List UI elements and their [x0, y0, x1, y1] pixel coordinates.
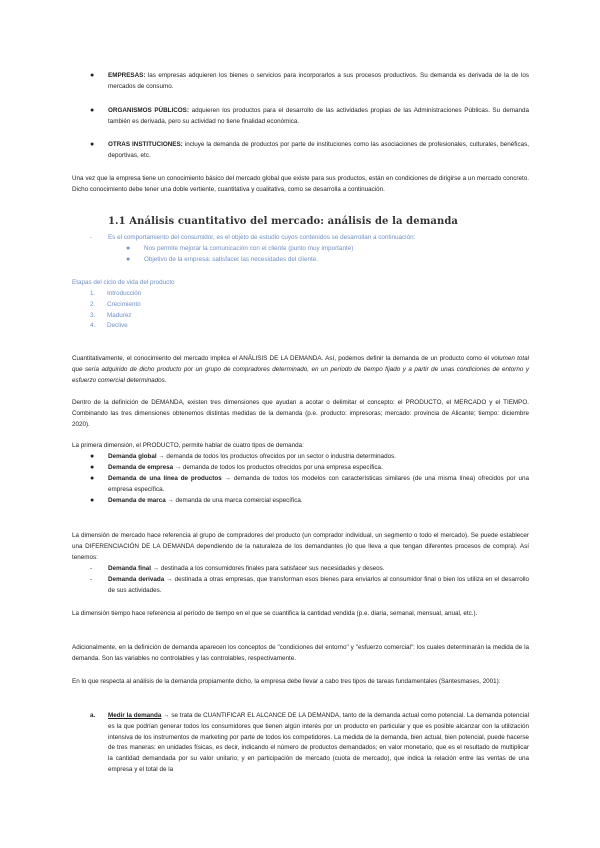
list-item: 1. Introducción — [90, 290, 142, 297]
lifecycle-title: Etapas del ciclo de vida del producto — [72, 279, 175, 286]
section-heading: 1.1 Análisis cuantitativo del mercado: análisis de la demanda — [108, 216, 459, 227]
paragraph-tiempo: La dimensión tiempo hace referencia al período de tiempo en el que se cuantifica la cantidad vendida (p.e. diaria, semanal, mensual, anual, etc.). — [72, 610, 478, 617]
task-medir-demanda: Medir la demanda → se trata de CUANTIFICAR EL ALCANCE DE LA DEMANDA, tanto de la demanda actual como potencial. La demanda potencial es la que podrían generar todos los consumidores que tienen algún interés por un producto en particular y que es posible alcanzar con la utilización intensiva de los instrumentos de marketing por parte de todos los competidores. La medida de la demanda, bien actual, bien potencial, puede hacerse de tres maneras: en unidades físicas, es decir, indicando el número de productos demandados; en valor monetario, que es el resultado de multiplicar la cantidad demandada por su valor unitario; y en participación de mercado (cuota de mercado), que indica la relación entre las ventas de una empresa y el total de la — [108, 712, 529, 773]
paragraph-producto: La primera dimensión, el PRODUCTO, permite hablar de cuatro tipos de demanda: — [72, 442, 304, 449]
bullet-dot: ● — [90, 72, 95, 79]
list-item: 3. Madurez — [90, 311, 132, 319]
note-sub-2: Objetivo de la empresa: satisfacer las necesidades del cliente. — [144, 256, 318, 263]
bullet-dot: ● — [90, 475, 95, 482]
bullet-empresas: EMPRESAS: las empresas adquieren los bienes o servicios para incorporarlos a sus procesos productivos. Su demanda es derivada de la de los mercados de consumo. — [108, 72, 529, 90]
paragraph-tareas: En lo que respecta al análisis de la demanda propiamente dicho, la empresa debe llevar a cabo tres tipos de tareas fundamentales (Santesmases, 2001): — [72, 678, 501, 685]
paragraph-dimensiones: Dentro de la definición de DEMANDA, existen tres dimensiones que ayudan a acotar o delimitar el concepto: el PRODUCTO, el MERCADO y el TIEMPO. Combinando las tres dimensiones obtenemos distintas medidas de la demanda (p.e. producto: impresoras; mercado: provincia de Alicante; tiempo: diciembre 2020). — [72, 399, 529, 428]
bullet-dot: ● — [126, 256, 131, 263]
lifecycle-list — [90, 289, 290, 332]
dash-marker: - — [90, 234, 93, 241]
bullet-dot: ● — [90, 464, 95, 471]
dash-marker: - — [90, 565, 93, 572]
task-letter: a. — [90, 712, 96, 719]
demand-derivada: Demanda derivada → destinada a otras empresas, que transforman esos bienes para enviarlos al consumidor final o bien los utiliza en el desarrollo de sus actividades. — [108, 576, 529, 594]
dash-marker: - — [90, 576, 93, 583]
bullet-dot: ● — [90, 497, 95, 504]
demand-final: Demanda final → destinada a los consumidores finales para satisfacer sus necesidades y deseos. — [108, 565, 385, 572]
bullet-dot: ● — [90, 453, 95, 460]
list-item: 2. Crecimiento — [90, 300, 141, 308]
demand-type-empresa: Demanda de empresa → demanda de todos los productos ofrecidos por una empresa específica. — [108, 464, 383, 471]
paragraph-mercado: La dimensión de mercado hace referencia al grupo de compradores del producto (un comprador individual, un segmento o todo el mercado). Se puede establecer una DIFERENCIACIÓN DE LA DEMANDA dependiendo de la naturaleza de los demandantes (lo que lleva a que tengan diferentes procesos de compra). Así tenemos: — [72, 532, 529, 561]
bullet-dot: ● — [90, 141, 95, 148]
paragraph-adicional: Adicionalmente, en la definición de demanda aparecen los conceptos de "condiciones del entorno" y "esfuerzo comercial": los cuales determinarán la medida de la demanda. Son las variables no controlables y las controlables, respectivamente. — [72, 644, 529, 662]
demand-type-linea: Demanda de una línea de productos → demanda de todos los modelos con características similares (de una misma línea) ofrecidos por una empresa específica. — [108, 475, 529, 493]
demand-type-marca: Demanda de marca → demanda de una marca comercial específica. — [108, 497, 303, 504]
bullet-dot: ● — [90, 107, 95, 114]
paragraph-intro: Una vez que la empresa tiene un conocimiento básico del mercado global que existe para sus productos, están en condiciones de dirigirse a un mercado concreto. Dicho conocimiento debe tener una doble vertiente, cuantitativa y cualitativa, como se desarrolla a continuación. — [72, 175, 529, 193]
paragraph-cuantitativo: Cuantitativamente, el conocimiento del mercado implica el ANÁLISIS DE LA DEMANDA. Así, podemos definir la demanda de un producto como el volumen total que sería adquirido de dicho producto por un grupo de compradores determinado, en un período de tiempo fijado y a partir de unas condiciones de entorno y esfuerzo comercial determinados. — [72, 355, 530, 384]
list-item: 4. Declive — [90, 322, 128, 330]
bullet-otras: OTRAS INSTITUCIONES: incluye la demanda de productos por parte de instituciones como las asociaciones de profesionales, culturales, benéficas, deportivas, etc. — [108, 141, 529, 159]
note-sub-1: Nos permite mejorar la comunicación con el cliente (punto muy importante) — [144, 245, 354, 252]
bullet-organismos: ORGANISMOS PÚBLICOS: adquieren los productos para el desarrollo de las actividades propias de las Administraciones Públicas. Su demanda también es derivada, pero su actividad no tiene finalidad económica. — [108, 107, 529, 125]
bullet-dot: ● — [126, 245, 131, 252]
demand-type-global: Demanda global → demanda de todos los productos ofrecidos por un sector o industria determinados. — [108, 453, 397, 460]
note-main: Es el comportamiento del consumidor, es el objeto de estudio cuyos contenidos se desarrollan a continuación: — [108, 234, 416, 241]
